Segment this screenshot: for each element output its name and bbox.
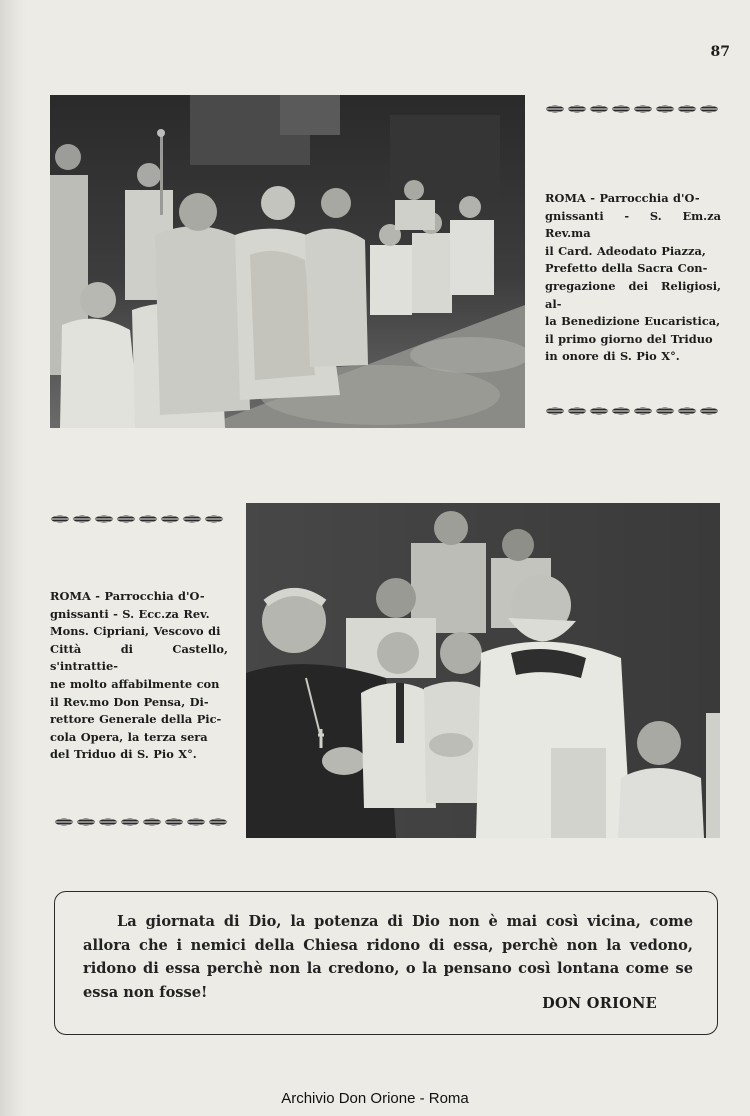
photo-bishop-don-pensa [246, 503, 720, 838]
caption-photo-2: ROMA - Parrocchia d'O- gnissanti - S. Ecc.za Rev. Mons. Cipriani, Vescovo di Città di Castello, s'intrattie- ne molto affabilmente con il Rev.mo Don Pensa, Di- rettore Generale della Pic- cola Opera, la terza sera del Triduo di S. Pio X°. [50, 589, 228, 762]
ornament-border-bottom-left [54, 813, 230, 831]
quote-text: La giornata di Dio, la potenza di Dio non è mai così vicina, come allora che i nemici della Chiesa ridono di essa, perchè non la vedono, ridono di essa perchè non la credono, o la pensano così lontana come se essa non fosse! [83, 913, 693, 1001]
photo-cardinal-benediction [50, 95, 525, 428]
page-binding-edge [0, 0, 26, 1116]
quote-author: DON ORIONE [542, 995, 657, 1012]
ornament-border-top-right [545, 100, 719, 118]
quote-box [54, 891, 718, 1035]
ornament-border-mid-left [50, 510, 226, 528]
ornament-border-mid-right [545, 402, 719, 420]
archive-footer: Archivio Don Orione - Roma [281, 1090, 469, 1107]
caption-photo-1: ROMA - Parrocchia d'O- gnissanti - S. Em.za Rev.ma il Card. Adeodato Piazza, Prefetto della Sacra Con- gregazione dei Religiosi, al- la Benedizione Eucaristica, il primo giorno del Triduo in onore di S. Pio X°. [545, 191, 721, 364]
page-number: 87 [710, 44, 730, 60]
